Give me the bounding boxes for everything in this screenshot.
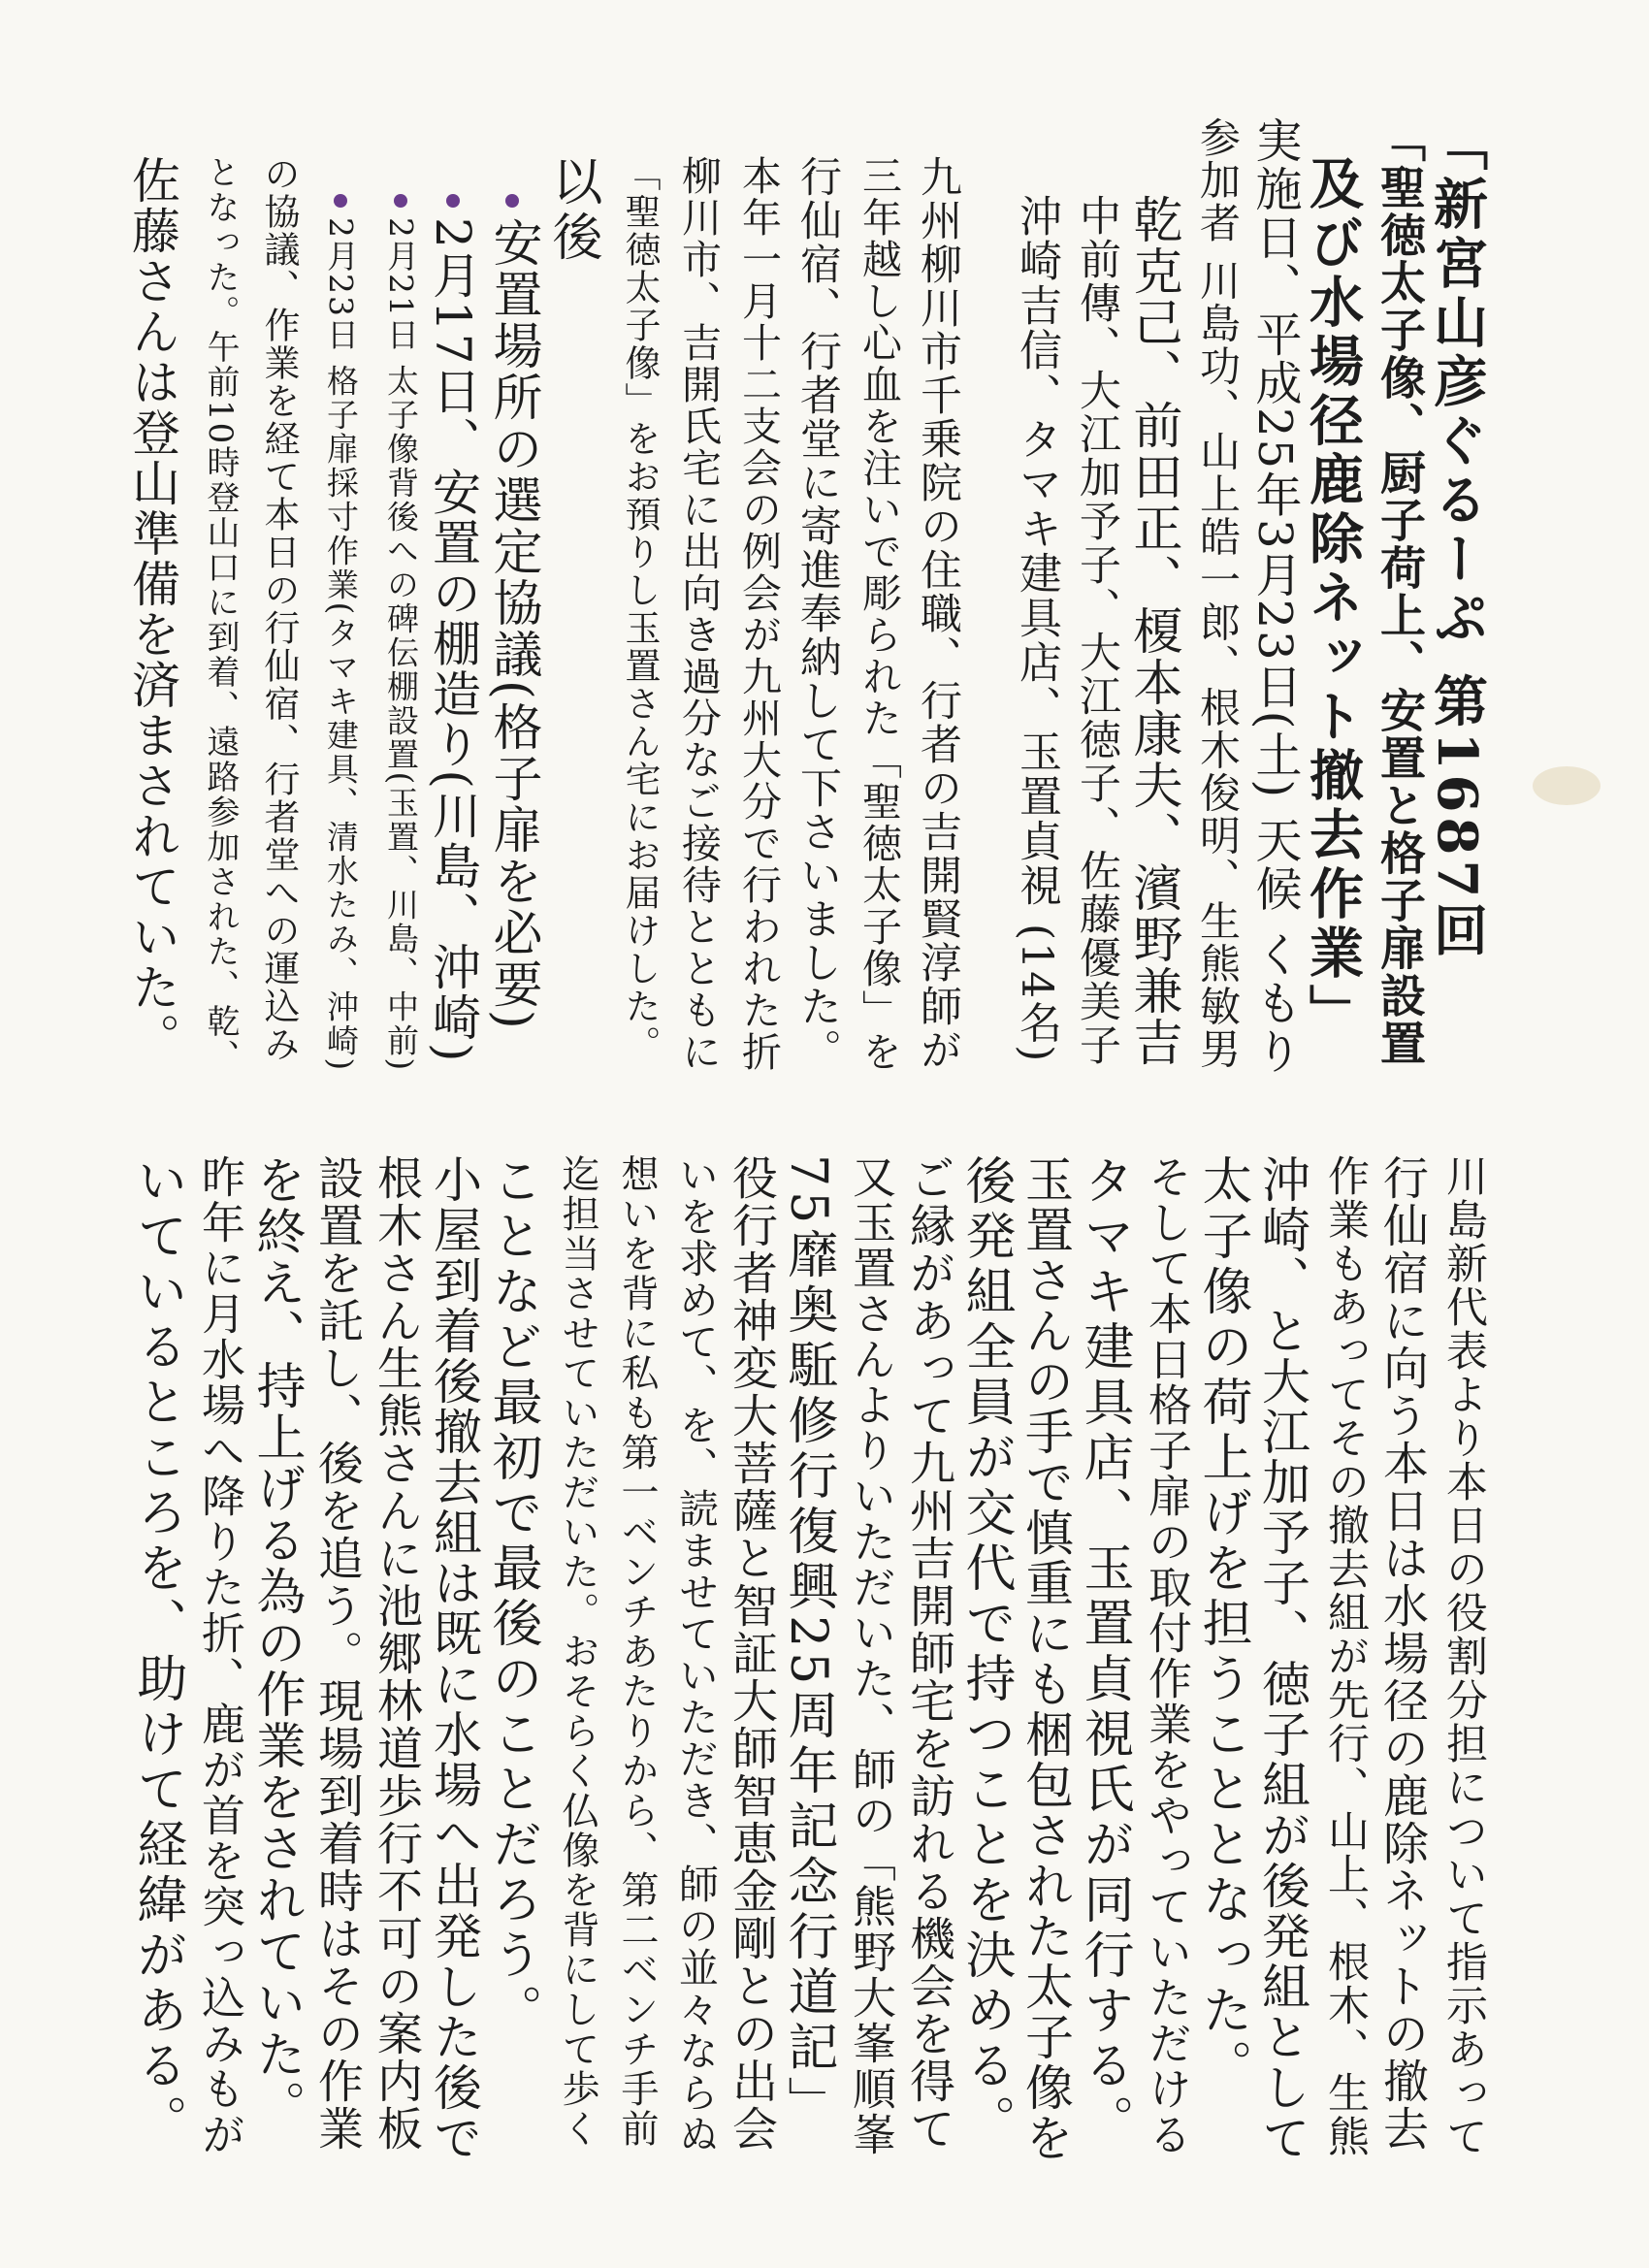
body-line: 「聖徳太子像」をお預りし玉置さん宅にお届けした。 — [619, 155, 661, 1063]
lower-section — [126, 1154, 1488, 2173]
body-line: 沖崎、と大江加予子、徳子組が後発組として — [1254, 1154, 1310, 2163]
body-line: 75靡奥駈修行復興25周年記念行道記」 — [779, 1154, 837, 2132]
body-line: 行仙宿に向う本日は水場径の鹿除ネットの撤去 — [1375, 1154, 1429, 2153]
body-line: ことなど最初で最後のことだろう。 — [483, 1154, 541, 2039]
paper-stain — [1533, 766, 1600, 805]
body-line: 太子像の荷上げを担うこととなった。 — [1193, 1154, 1251, 2094]
date-line: 実施日、平成25年3月23日(土) 天候 くもり — [1247, 116, 1302, 1076]
body-line: いを求めて、を、読ませていただき、師の並々ならぬ — [672, 1154, 719, 2155]
body-line: タマキ建具店、玉置貞視氏が同行する。 — [1075, 1154, 1133, 2150]
body-line: いているところを、助けて経緯がある。 — [128, 1154, 186, 2150]
title-line: 「新宮山彦ぐるーぷ 第1687回 — [1425, 116, 1489, 962]
participants-line: 参加者 川島功、山上皓一郎、根木俊明、生熊敏男 — [1194, 116, 1242, 1071]
body-line: 九州柳川市千乗院の住職、行者の吉開賢淳師が — [914, 155, 962, 1072]
body-line: 作業もあってその撤去組が先行、山上、根木、生熊 — [1321, 1154, 1370, 2158]
body-line: 迄担当させていただいた。おそらく仏像を背にして歩く — [556, 1154, 599, 2149]
bullet-line: 2月17日、安置の棚造り(川島、沖崎) — [429, 194, 477, 1063]
subject-line: 「聖徳太子像、厨子荷上、安置と格子扉設置 — [1373, 116, 1426, 1067]
body-line: 以後 — [543, 155, 601, 266]
body-line: 行仙宿、行者堂に寄進奉納して下さいました。 — [793, 155, 842, 1072]
body-line: 役行者神変大菩薩と智証大師智恵金剛との出会 — [725, 1154, 778, 2153]
body-line: の協議、作業を経て本日の行仙宿、行者堂への運込み — [258, 155, 300, 1063]
body-line: となった。午前10時登山口に到着、遠路参加された、乾、 — [201, 155, 240, 1075]
participants-line-3: 中前傳、大江加予子、大江徳子、佐藤優美子 — [1073, 194, 1121, 1067]
bullet-line: 2月23日 格子扉採寸作業(タマキ建具、清水たみ、沖崎) — [325, 194, 357, 1072]
body-line: 柳川市、吉開氏宅に出向き過分なご接待とともに — [675, 155, 722, 1073]
body-line: 又玉置さんよりいただいた、師の「熊野大峯順峯 — [845, 1154, 896, 2157]
body-line: 川島新代表より本日の役割分担について指示あって — [1439, 1154, 1488, 2158]
body-line: 後発組全員が交代で持つことを決める。 — [956, 1154, 1015, 2150]
subject-line-2: 及び水場径鹿除ネット撤去作業」 — [1301, 155, 1365, 1043]
body-line: 本年一月十二支会の例会が九州大分で行われた折 — [735, 155, 782, 1073]
body-line: そして本日格子扉の取付作業をやっていただける — [1141, 1154, 1192, 2157]
bullet-line: 2月21日 太子像背後への碑伝棚設置(玉置、川島、中前) — [385, 194, 417, 1072]
body-line: 昨年に月水場へ降りた折、鹿が首を突っ込みもが — [194, 1154, 245, 2157]
body-line: 玉置さんの手で慎重にも梱包された太子像を — [1018, 1154, 1074, 2163]
bullet-line: 安置場所の選定協議(格子扉を必要) — [488, 194, 537, 1031]
body-line: 佐藤さんは登山準備を済まされていた。 — [124, 155, 180, 1063]
body-line: 根木さん生熊さんに池郷林道歩行不可の案内板 — [370, 1154, 423, 2153]
participants-line-4: 沖崎吉信、タマキ建具店、玉置貞視 (14名) — [1012, 194, 1061, 1064]
body-line: を終え、持上げる為の作業をされていた。 — [247, 1154, 305, 2131]
upper-section — [124, 116, 1489, 1086]
body-line: 小屋到着後撤去組は既に水場へ出発した後で — [426, 1154, 482, 2163]
body-line: ご縁があって九州吉開師宅を訪れる機会を得て — [902, 1154, 955, 2153]
body-line: 三年越し心血を注いで彫られた「聖徳太子像」を — [856, 155, 902, 1073]
body-line: 想いを背に私も第一ベンチあたりから、第二ベンチ手前 — [615, 1154, 659, 2149]
participants-line-2: 乾克己、前田正、榎本康夫、濱野兼吉 — [1124, 194, 1181, 1068]
body-line: 設置を託し、後を追う。現場到着時はその作業 — [310, 1154, 364, 2153]
